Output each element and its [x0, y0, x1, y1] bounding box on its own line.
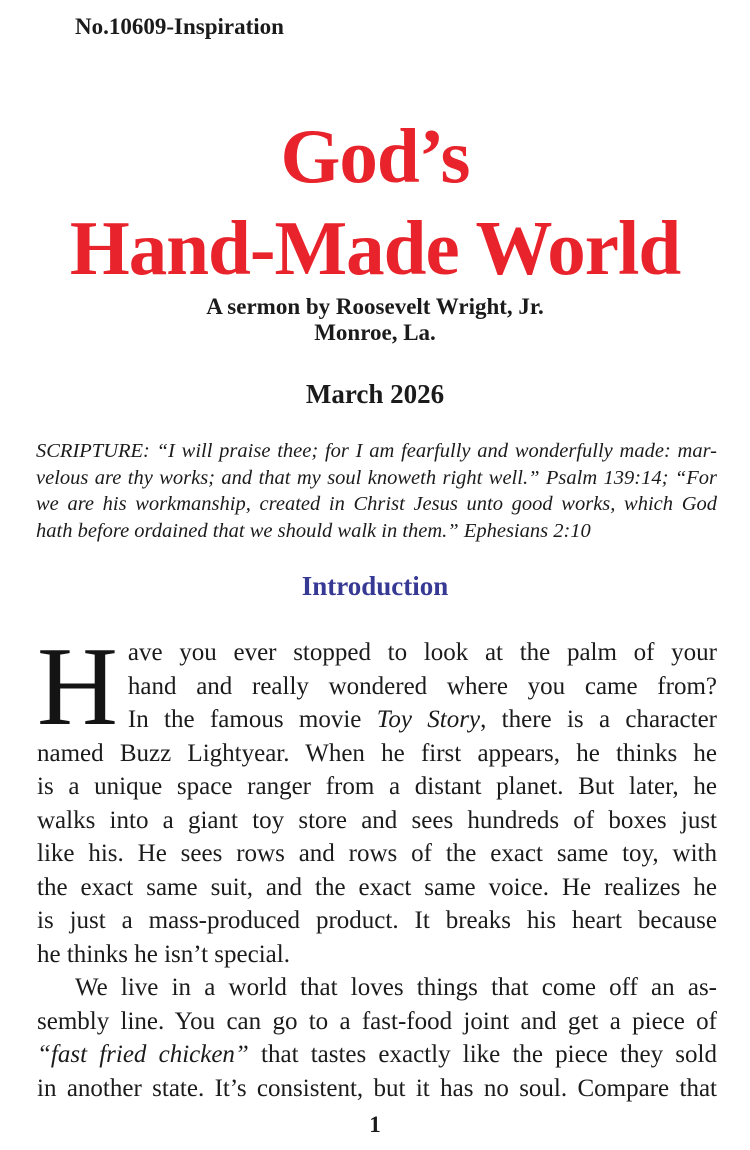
paragraph-1-lines: ave you ever stopped to look at the palm of your hand and really wondered where you came from? In the famous movie Toy Story, there is a character named Buzz Lightyear. When he first appears, he thinks he is a unique space ranger from a distant planet. But later, he walks into a giant toy store and sees hundreds of boxes just like his. He sees rows and rows of the exact same toy, with the exact same suit, and the exact same voice. He realizes he is just a mass-produced product. It breaks his heart because he thinks he isn’t special.: [37, 639, 718, 968]
sermon-date: March 2026: [305, 379, 445, 409]
paragraph-1: [37, 625, 718, 971]
author-byline: A sermon by Roosevelt Wright, Jr.: [206, 294, 544, 319]
paragraph-2-lines: We live in a world that loves things that come off an as- sembly line. You can go to a fast-food joint and get a piece of “fast fried chicken” that tastes exactly like the piece they sold in another state. It’s consistent, but it has no soul. Compare that: [37, 974, 717, 1102]
body-text: [37, 625, 718, 1105]
sermon-title: [0, 110, 750, 294]
drop-cap-letter: H: [37, 625, 118, 749]
sermon-title-line-1: God’s: [280, 113, 470, 199]
document-number-header: No.10609-Inspiration: [75, 14, 284, 39]
section-heading-introduction: Introduction: [301, 571, 449, 601]
sermon-title-line-2: Hand-Made World: [69, 205, 681, 291]
page-number: 1: [369, 1112, 381, 1137]
author-location: Monroe, La.: [314, 320, 436, 345]
paragraph-2: [37, 971, 717, 1105]
scripture-quote: SCRIPTURE: “I will praise thee; for I am fearfully and wonderfully made: mar- velous are thy works; and that my soul knoweth right well.” Psalm 139:14; “For we are his workmanship, created in Christ Jesus unto good works, which God hath before ordained that we should walk in them.” Ephesians 2:10: [36, 440, 717, 542]
